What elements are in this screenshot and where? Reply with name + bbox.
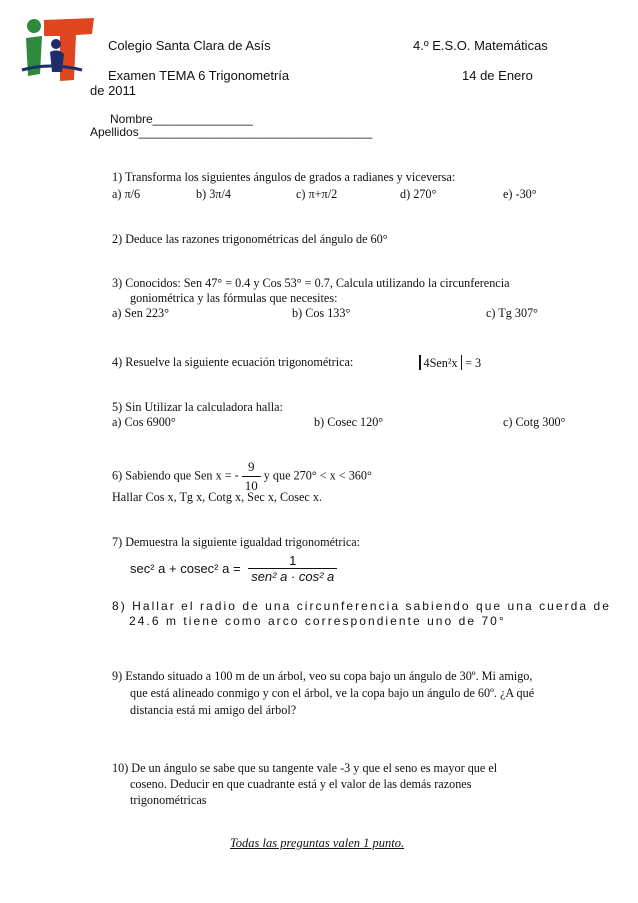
q4-eq-rhs: = 3 [465,356,482,370]
question-9-line3: distancia está mi amigo del árbol? [130,703,297,717]
question-9: 9) Estando situado a 100 m de un árbol, veo su copa bajo un ángulo de 30º. Mi amigo, [112,669,533,683]
question-9-line2: que está alineado conmigo y con el árbol, ve la copa bajo un ángulo de 60º. ¿A qué [130,686,535,700]
exam-title: Examen TEMA 6 Trigonometría [108,68,290,83]
q6-lead: 6) Sabiendo que Sen x = [112,468,235,483]
q4-equation [416,355,481,371]
question-2: 2) Deduce las razones trigonométricas del ángulo de 60° [112,232,388,246]
q7-identity [130,553,337,584]
q3-item-b: b) Cos 133° [292,306,351,320]
q1-item-a: a) π/6 [112,187,141,201]
abs-bar-right [461,355,463,370]
q5-item-b: b) Cosec 120° [314,415,384,429]
question-3: 3) Conocidos: Sen 47° = 0.4 y Cos 53° = 0.7, Calcula utilizando la circunferencia [112,276,510,290]
abs-bar-left [419,355,421,370]
question-3-cont: goniométrica y las fórmulas que necesites: [130,291,338,305]
q1-item-b: b) 3π/4 [196,187,231,201]
scoring-note: Todas las preguntas valen 1 punto. [230,836,405,850]
question-10-line3: trigonométricas [130,793,207,807]
question-5: 5) Sin Utilizar la calculadora halla: [112,400,283,414]
q7-denominator: sen² a · cos² a [248,568,337,584]
school-logo [20,14,98,86]
exam-date: 14 de Enero [462,68,533,83]
q7-lhs: sec² a + cosec² a = [130,561,241,576]
question-8: 8) Hallar el radio de una circunferencia sabiendo que una cuerda de [112,599,611,613]
question-8-line2: 24.6 m tiene como arco correspondiente uno de 70° [129,614,506,628]
question-10: 10) De un ángulo se sabe que su tangente vale -3 y que el seno es mayor que el [112,761,498,775]
q6-denominator: 10 [242,476,261,495]
surname-field[interactable]: Apellidos___________________________________ [90,125,373,139]
q6-sign: - [234,468,239,483]
q7-numerator: 1 [289,553,297,568]
question-6-line2: Hallar Cos x, Tg x, Cotg x, Sec x, Cosec x. [112,490,322,504]
q7-fraction [248,553,337,584]
question-4: 4) Resuelve la siguiente ecuación trigonométrica: [112,355,354,369]
school-name: Colegio Santa Clara de Asís [108,38,271,53]
q6-tail: y que 270° < x < 360° [260,468,372,483]
q1-item-d: d) 270° [400,187,437,201]
exam-date-year: de 2011 [90,83,137,98]
q4-eq-inner: 4Sen²x [423,356,458,370]
q6-numerator: 9 [247,459,255,474]
question-7: 7) Demuestra la siguiente igualdad trigonométrica: [112,535,361,549]
q5-item-c: c) Cotg 300° [503,415,566,429]
question-1: 1) Transforma los siguientes ángulos de grados a radianes y viceversa: [112,170,456,184]
q5-item-a: a) Cos 6900° [112,415,176,429]
name-field[interactable]: Nombre_______________ [110,112,253,126]
q3-item-a: a) Sen 223° [112,306,169,320]
course-label: 4.º E.S.O. Matemáticas [413,38,548,53]
q3-item-c: c) Tg 307° [486,306,539,320]
q1-item-c: c) π+π/2 [296,187,338,201]
q1-item-e: e) -30° [503,187,537,201]
question-10-line2: coseno. Deducir en que cuadrante está y el valor de las demás razones [130,777,472,791]
